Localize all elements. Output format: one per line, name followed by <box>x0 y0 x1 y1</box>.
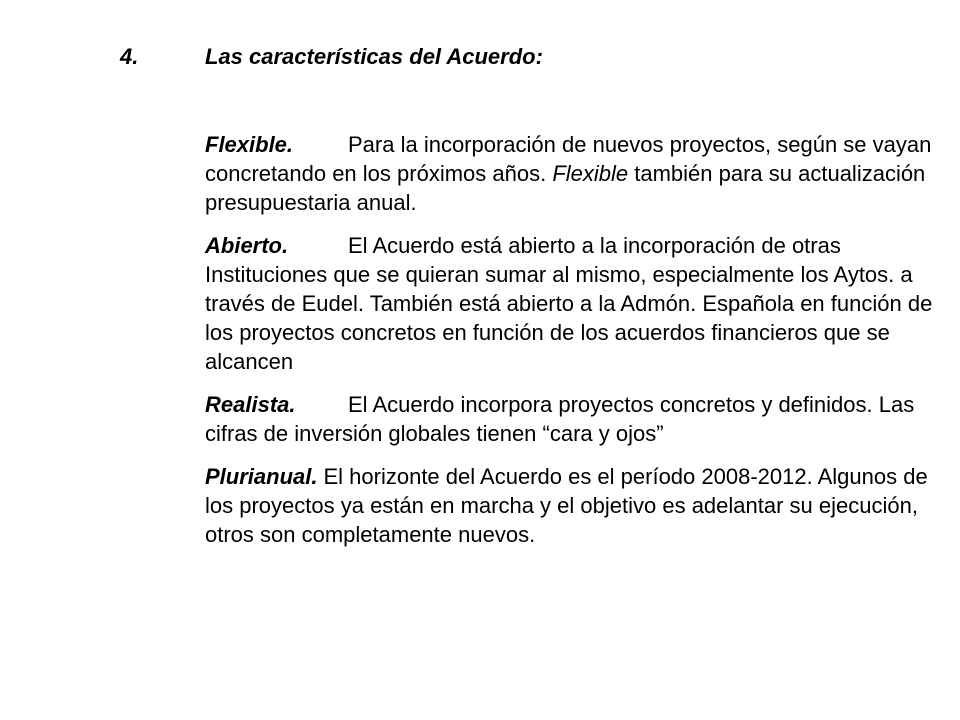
characteristics-list <box>205 130 957 563</box>
section-title: Las características del Acuerdo: <box>205 44 543 69</box>
characteristic-flexible <box>205 130 957 217</box>
characteristic-realista <box>205 390 957 448</box>
section-heading <box>120 44 543 70</box>
characteristic-text: Para la incorporación de nuevos proyectos, según se vayan concretando en los próximos años. <box>205 132 932 186</box>
characteristic-title: Flexible. <box>205 132 294 157</box>
characteristic-title: Abierto. <box>205 233 289 258</box>
characteristic-title: Realista. <box>205 392 296 417</box>
characteristic-text: El Acuerdo incorpora proyectos concretos y definidos. Las cifras de inversión globales tienen “cara y ojos” <box>205 392 915 446</box>
characteristic-text-continued: también para su actualización presupuestaria anual. <box>205 161 926 215</box>
characteristic-text: El horizonte del Acuerdo es el período 2008-2012. Algunos de los proyectos ya están en marcha y el objetivo es adelantar su ejecución, otros son completamente nuevos. <box>205 464 928 547</box>
characteristic-italic-word: Flexible <box>552 161 629 186</box>
characteristic-text: El Acuerdo está abierto a la incorporación de otras Instituciones que se quieran sumar al mismo, especialmente los Aytos. a través de Eudel. También está abierto a la Admón. Española en función de los proyectos concretos en función de los acuerdos financieros que se alcancen <box>205 233 933 374</box>
characteristic-plurianual <box>205 462 957 549</box>
characteristic-abierto <box>205 231 957 376</box>
characteristic-title: Plurianual. <box>205 464 318 489</box>
section-number: 4. <box>120 44 139 69</box>
